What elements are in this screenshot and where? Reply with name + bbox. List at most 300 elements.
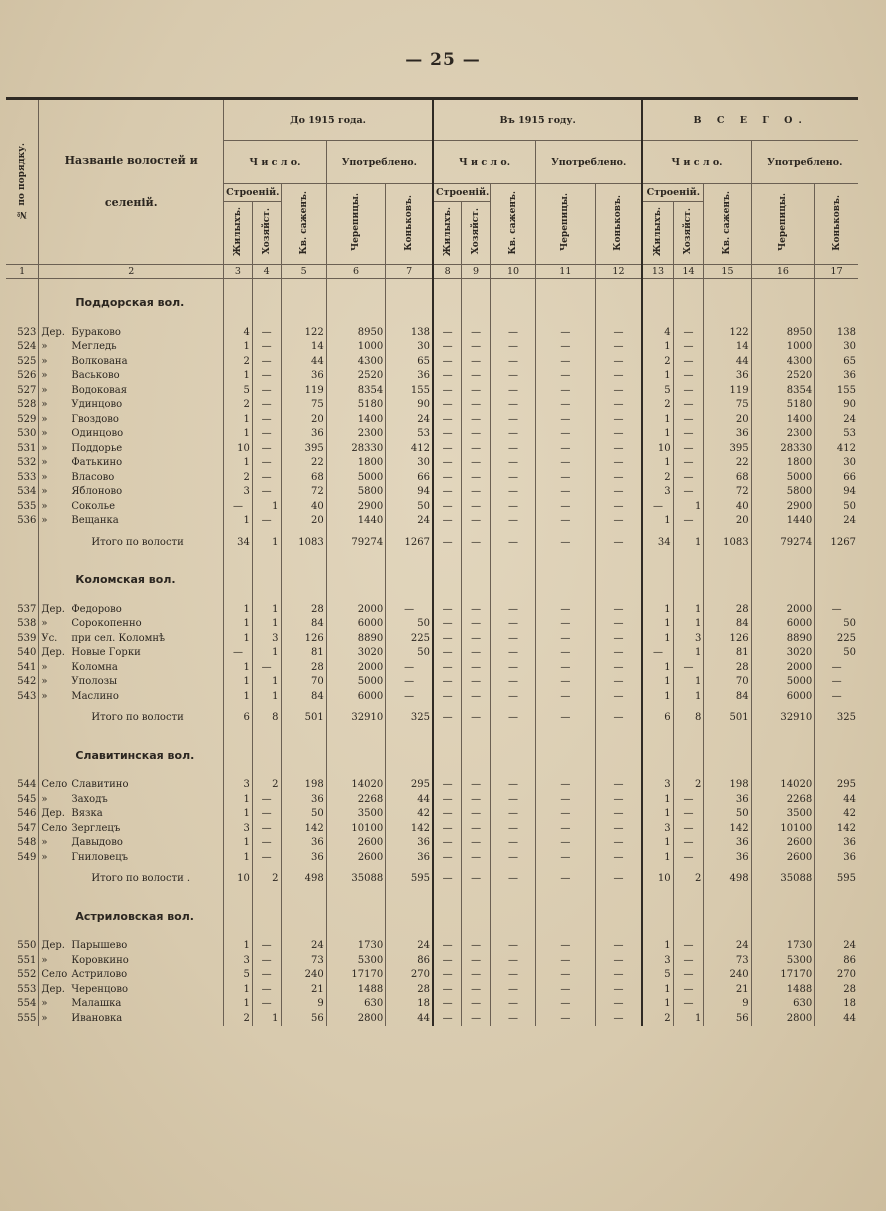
- settlement-name-cell: [39, 953, 224, 968]
- settlement-name-cell: [39, 939, 224, 954]
- empty-cell: [536, 279, 596, 310]
- value-cell: 94: [386, 485, 433, 500]
- value-cell: —: [595, 412, 642, 427]
- empty-cell: [433, 309, 462, 325]
- value-cell: 75: [704, 398, 751, 413]
- value-cell: 8950: [326, 325, 386, 340]
- row-number: 552: [17, 969, 37, 981]
- value-cell: —: [536, 325, 596, 340]
- value-cell: —: [490, 340, 535, 355]
- empty-cell: [224, 732, 253, 762]
- value-cell: —: [490, 689, 535, 704]
- value-cell: 6000: [326, 617, 386, 632]
- value-cell: 3: [224, 778, 253, 793]
- header-order-number: № по порядку.: [6, 99, 39, 265]
- value-cell: —: [490, 485, 535, 500]
- value-cell: 8950: [751, 325, 815, 340]
- value-cell: —: [490, 441, 535, 456]
- value-cell: 1: [224, 369, 253, 384]
- value-cell: 6000: [326, 689, 386, 704]
- value-cell: 84: [704, 689, 751, 704]
- settlement-name: Давыдово: [71, 837, 123, 849]
- value-cell: —: [252, 340, 281, 355]
- value-cell: —: [462, 850, 491, 865]
- value-cell: —: [252, 485, 281, 500]
- settlement-type: »: [41, 384, 48, 396]
- total-value-cell: —: [462, 704, 491, 732]
- value-cell: —: [490, 807, 535, 822]
- value-cell: 20: [704, 514, 751, 529]
- table-row: [6, 383, 858, 398]
- settlement-name-cell: [39, 602, 224, 617]
- settlement-type: Село: [41, 779, 68, 791]
- value-cell: —: [490, 850, 535, 865]
- empty-cell: [704, 556, 751, 586]
- value-cell: 1: [224, 689, 253, 704]
- total-value-cell: —: [433, 865, 462, 893]
- value-cell: 28: [386, 982, 433, 997]
- value-cell: 14020: [326, 778, 386, 793]
- empty-cell: [704, 279, 751, 310]
- table-row: [6, 441, 858, 456]
- empty-cell: [815, 732, 858, 762]
- value-cell: 5000: [326, 675, 386, 690]
- empty-cell: [536, 893, 596, 923]
- value-cell: —: [433, 354, 462, 369]
- value-cell: 412: [386, 441, 433, 456]
- value-cell: 1800: [751, 456, 815, 471]
- value-cell: 1: [224, 807, 253, 822]
- value-cell: —: [462, 982, 491, 997]
- settlement-name: Власово: [71, 471, 115, 483]
- settlement-name-cell: [39, 369, 224, 384]
- value-cell: 119: [704, 383, 751, 398]
- value-cell: 1488: [326, 982, 386, 997]
- value-cell: 50: [386, 499, 433, 514]
- total-value-cell: 6: [224, 704, 253, 732]
- empty-cell: [433, 556, 462, 586]
- value-cell: 1: [224, 850, 253, 865]
- total-value-cell: 325: [815, 704, 858, 732]
- spacer: [6, 732, 39, 762]
- empty-cell: [673, 732, 704, 762]
- value-cell: 1: [252, 499, 281, 514]
- empty-cell: [326, 556, 386, 586]
- value-cell: —: [490, 470, 535, 485]
- empty-cell: [281, 556, 326, 586]
- value-cell: —: [595, 675, 642, 690]
- table-row: [6, 398, 858, 413]
- value-cell: —: [815, 660, 858, 675]
- value-cell: 9: [281, 997, 326, 1012]
- value-cell: —: [536, 485, 596, 500]
- value-cell: 86: [815, 953, 858, 968]
- settlement-type: Дер.: [41, 808, 65, 820]
- empty-cell: [595, 309, 642, 325]
- value-cell: 1: [642, 939, 673, 954]
- value-cell: 1: [224, 836, 253, 851]
- value-cell: —: [490, 660, 535, 675]
- value-cell: 3: [673, 631, 704, 646]
- value-cell: 142: [815, 821, 858, 836]
- table-row: [6, 485, 858, 500]
- header-sq-sazhen-2: Кв. саженъ.: [490, 184, 535, 265]
- value-cell: —: [462, 836, 491, 851]
- value-cell: —: [433, 617, 462, 632]
- settlement-name: Удинцово: [71, 399, 123, 411]
- value-cell: —: [433, 821, 462, 836]
- value-cell: —: [490, 456, 535, 471]
- value-cell: —: [595, 499, 642, 514]
- empty-cell: [490, 556, 535, 586]
- value-cell: 270: [386, 968, 433, 983]
- empty-cell: [595, 923, 642, 939]
- value-cell: —: [433, 398, 462, 413]
- empty-cell: [595, 586, 642, 602]
- value-cell: 28: [704, 660, 751, 675]
- value-cell: 2: [224, 1011, 253, 1026]
- empty-cell: [386, 556, 433, 586]
- value-cell: —: [490, 354, 535, 369]
- value-cell: 56: [281, 1011, 326, 1026]
- settlement-name: Зерглецъ: [71, 822, 121, 834]
- total-value-cell: 35088: [326, 865, 386, 893]
- settlement-name-cell: [39, 383, 224, 398]
- value-cell: —: [433, 383, 462, 398]
- empty-cell: [673, 279, 704, 310]
- value-cell: 155: [815, 383, 858, 398]
- value-cell: —: [252, 383, 281, 398]
- value-cell: 1730: [751, 939, 815, 954]
- header-before-1915: До 1915 года.: [224, 99, 433, 141]
- value-cell: —: [433, 369, 462, 384]
- header-buildings-3: Строеній.: [642, 184, 704, 202]
- value-cell: 1: [252, 602, 281, 617]
- value-cell: —: [595, 383, 642, 398]
- empty-cell: [386, 923, 433, 939]
- value-cell: 50: [704, 807, 751, 822]
- total-value-cell: —: [536, 704, 596, 732]
- value-cell: 3: [224, 821, 253, 836]
- value-cell: 72: [704, 485, 751, 500]
- table-row: [6, 968, 858, 983]
- value-cell: —: [252, 939, 281, 954]
- value-cell: —: [536, 689, 596, 704]
- value-cell: 40: [281, 499, 326, 514]
- value-cell: 1: [642, 340, 673, 355]
- value-cell: —: [462, 602, 491, 617]
- value-cell: —: [536, 939, 596, 954]
- value-cell: —: [252, 470, 281, 485]
- value-cell: —: [595, 850, 642, 865]
- column-number: 5: [281, 265, 326, 279]
- value-cell: 1: [224, 631, 253, 646]
- value-cell: 36: [281, 792, 326, 807]
- value-cell: 1: [224, 997, 253, 1012]
- value-cell: 1400: [751, 412, 815, 427]
- total-label: Итого по волости: [39, 704, 224, 732]
- settlement-type: »: [41, 500, 48, 512]
- settlement-name: Мегледь: [71, 341, 117, 353]
- row-number: 550: [17, 940, 37, 952]
- total-value-cell: 35088: [751, 865, 815, 893]
- value-cell: 395: [704, 441, 751, 456]
- settlement-name-cell: [39, 354, 224, 369]
- value-cell: —: [490, 412, 535, 427]
- value-cell: —: [433, 412, 462, 427]
- total-value-cell: 595: [386, 865, 433, 893]
- empty-cell: [6, 309, 39, 325]
- value-cell: 1: [673, 646, 704, 661]
- value-cell: —: [462, 792, 491, 807]
- value-cell: 84: [281, 617, 326, 632]
- settlement-name-cell: [39, 398, 224, 413]
- value-cell: 5000: [326, 470, 386, 485]
- value-cell: 2600: [751, 836, 815, 851]
- empty-cell: [326, 893, 386, 923]
- value-cell: —: [462, 997, 491, 1012]
- value-cell: 225: [815, 631, 858, 646]
- value-cell: 2: [673, 778, 704, 793]
- value-cell: —: [462, 968, 491, 983]
- total-value-cell: 10: [642, 865, 673, 893]
- value-cell: —: [490, 821, 535, 836]
- value-cell: —: [673, 427, 704, 442]
- total-value-cell: 1267: [386, 528, 433, 556]
- empty-cell: [595, 762, 642, 778]
- empty-cell: [490, 586, 535, 602]
- empty-cell: [751, 762, 815, 778]
- value-cell: —: [462, 807, 491, 822]
- value-cell: —: [673, 383, 704, 398]
- value-cell: 53: [815, 427, 858, 442]
- empty-cell: [490, 762, 535, 778]
- value-cell: 1: [642, 997, 673, 1012]
- value-cell: —: [252, 354, 281, 369]
- header-chislo-3: Ч и с л о.: [642, 141, 751, 184]
- value-cell: —: [536, 968, 596, 983]
- value-cell: 5300: [751, 953, 815, 968]
- empty-cell: [704, 923, 751, 939]
- value-cell: 36: [281, 427, 326, 442]
- value-cell: 36: [815, 836, 858, 851]
- value-cell: —: [433, 514, 462, 529]
- value-cell: —: [252, 398, 281, 413]
- settlement-type: »: [41, 661, 48, 673]
- row-number: 547: [17, 822, 37, 834]
- page-number: — 25 —: [405, 50, 481, 70]
- value-cell: 2520: [326, 369, 386, 384]
- volost-heading-row: [6, 556, 858, 586]
- value-cell: 90: [386, 398, 433, 413]
- value-cell: —: [595, 617, 642, 632]
- empty-cell: [642, 762, 673, 778]
- value-cell: —: [536, 441, 596, 456]
- empty-cell: [386, 309, 433, 325]
- value-cell: 2268: [326, 792, 386, 807]
- value-cell: 65: [815, 354, 858, 369]
- value-cell: 8890: [751, 631, 815, 646]
- empty-cell: [326, 732, 386, 762]
- empty-cell: [536, 586, 596, 602]
- value-cell: —: [673, 953, 704, 968]
- value-cell: 1: [224, 427, 253, 442]
- empty-cell: [433, 893, 462, 923]
- settlement-name: Черенцово: [71, 983, 129, 995]
- value-cell: —: [252, 514, 281, 529]
- table-row: [6, 412, 858, 427]
- value-cell: —: [595, 325, 642, 340]
- value-cell: —: [433, 631, 462, 646]
- value-cell: 5180: [326, 398, 386, 413]
- total-value-cell: —: [595, 865, 642, 893]
- value-cell: 40: [704, 499, 751, 514]
- value-cell: 1: [252, 617, 281, 632]
- table-row: [6, 427, 858, 442]
- value-cell: 36: [704, 427, 751, 442]
- value-cell: 5: [642, 383, 673, 398]
- settlement-name: Вещанка: [71, 515, 119, 527]
- column-number: 15: [704, 265, 751, 279]
- settlement-type: »: [41, 618, 48, 630]
- value-cell: —: [595, 470, 642, 485]
- value-cell: 630: [326, 997, 386, 1012]
- value-cell: 1: [642, 850, 673, 865]
- total-value-cell: —: [595, 528, 642, 556]
- value-cell: —: [595, 631, 642, 646]
- header-chislo-2: Ч и с л о.: [433, 141, 536, 184]
- empty-cell: [252, 309, 281, 325]
- value-cell: 6000: [751, 617, 815, 632]
- value-cell: —: [536, 631, 596, 646]
- empty-cell: [815, 893, 858, 923]
- empty-cell: [595, 893, 642, 923]
- value-cell: 24: [281, 939, 326, 954]
- empty-cell: [386, 586, 433, 602]
- settlement-name-cell: [39, 836, 224, 851]
- table-row: [6, 617, 858, 632]
- row-number: 530: [17, 428, 37, 440]
- empty-cell: [6, 762, 39, 778]
- value-cell: —: [433, 792, 462, 807]
- empty-cell: [751, 893, 815, 923]
- value-cell: —: [433, 836, 462, 851]
- value-cell: 1: [224, 340, 253, 355]
- settlement-type: »: [41, 413, 48, 425]
- row-number: 555: [17, 1012, 37, 1024]
- value-cell: —: [462, 340, 491, 355]
- value-cell: —: [673, 807, 704, 822]
- value-cell: —: [462, 470, 491, 485]
- value-cell: 50: [281, 807, 326, 822]
- total-value-cell: 498: [281, 865, 326, 893]
- value-cell: —: [252, 412, 281, 427]
- total-value-cell: 32910: [326, 704, 386, 732]
- value-cell: 2: [252, 778, 281, 793]
- empty-cell: [462, 279, 491, 310]
- settlement-name: Водоковая: [71, 384, 128, 396]
- settlement-name: Малашка: [71, 998, 122, 1010]
- settlement-name-cell: [39, 646, 224, 661]
- value-cell: 1: [642, 836, 673, 851]
- value-cell: 155: [386, 383, 433, 398]
- value-cell: 70: [704, 675, 751, 690]
- column-number: 2: [39, 265, 224, 279]
- row-number: 527: [17, 384, 37, 396]
- value-cell: 8890: [326, 631, 386, 646]
- value-cell: —: [462, 778, 491, 793]
- settlement-name-cell: [39, 850, 224, 865]
- empty-cell: [252, 732, 281, 762]
- value-cell: —: [490, 602, 535, 617]
- settlement-type: »: [41, 442, 48, 454]
- value-cell: —: [673, 968, 704, 983]
- row-number: 524: [17, 341, 37, 353]
- value-cell: —: [490, 968, 535, 983]
- value-cell: 1: [642, 369, 673, 384]
- table-row: [6, 953, 858, 968]
- value-cell: 18: [815, 997, 858, 1012]
- value-cell: —: [595, 997, 642, 1012]
- table-row: [6, 982, 858, 997]
- settlement-type: »: [41, 793, 48, 805]
- settlement-name: Яблоново: [71, 486, 123, 498]
- value-cell: 1440: [326, 514, 386, 529]
- value-cell: 21: [281, 982, 326, 997]
- value-cell: 412: [815, 441, 858, 456]
- value-cell: 36: [815, 369, 858, 384]
- empty-cell: [673, 893, 704, 923]
- volost-heading-row: [6, 279, 858, 310]
- value-cell: —: [673, 982, 704, 997]
- value-cell: 2: [224, 470, 253, 485]
- table-row: [6, 602, 858, 617]
- header-tiles-2: Черепицы.: [536, 184, 596, 265]
- value-cell: —: [595, 968, 642, 983]
- empty-cell: [642, 556, 673, 586]
- value-cell: 24: [386, 412, 433, 427]
- value-cell: —: [433, 807, 462, 822]
- value-cell: 3020: [751, 646, 815, 661]
- settlement-type: »: [41, 471, 48, 483]
- value-cell: 1: [673, 675, 704, 690]
- settlement-name-cell: [39, 821, 224, 836]
- empty-cell: [595, 556, 642, 586]
- value-cell: 90: [815, 398, 858, 413]
- row-number: 533: [17, 471, 37, 483]
- value-cell: 1: [224, 514, 253, 529]
- value-cell: 30: [386, 456, 433, 471]
- value-cell: 22: [704, 456, 751, 471]
- value-cell: —: [252, 441, 281, 456]
- total-label: Итого по волости .: [39, 865, 224, 893]
- total-value-cell: 8: [673, 704, 704, 732]
- empty-cell: [433, 732, 462, 762]
- empty-cell: [224, 923, 253, 939]
- value-cell: 50: [386, 617, 433, 632]
- spacer: [6, 528, 39, 556]
- empty-cell: [751, 923, 815, 939]
- value-cell: 73: [281, 953, 326, 968]
- empty-cell: [536, 732, 596, 762]
- value-cell: 2: [642, 354, 673, 369]
- empty-cell: [642, 732, 673, 762]
- value-cell: 42: [386, 807, 433, 822]
- row-number: 525: [17, 355, 37, 367]
- value-cell: —: [595, 398, 642, 413]
- value-cell: —: [462, 354, 491, 369]
- value-cell: —: [536, 982, 596, 997]
